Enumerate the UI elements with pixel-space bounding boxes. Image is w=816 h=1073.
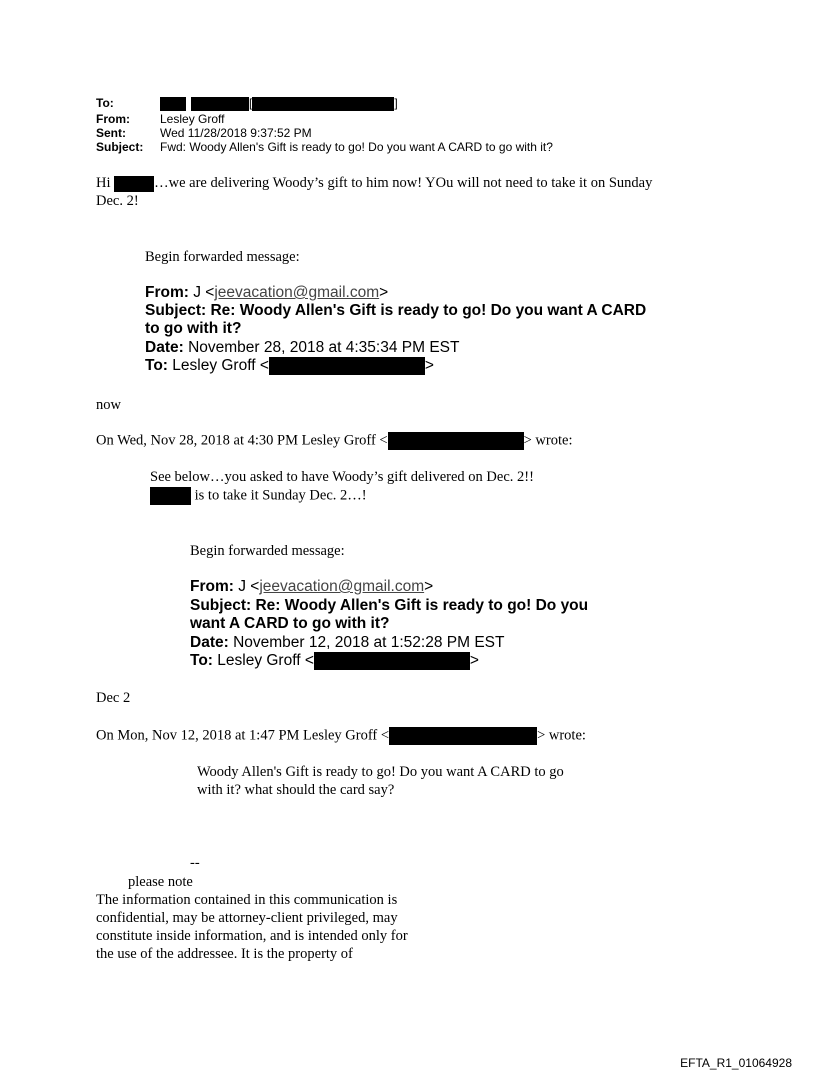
fwd2-subject-row-1: [190, 597, 588, 615]
to-label: To:: [96, 96, 114, 111]
fwd2-to-label: To:: [190, 652, 213, 670]
signature-line-4: the use of the addressee. It is the property of: [96, 946, 353, 962]
quote1-intro-text: On Wed, Nov 28, 2018 at 4:30 PM Lesley Groff <: [96, 432, 388, 449]
fwd2-from-close: >: [424, 578, 434, 595]
fwd1-from-name: J <: [193, 284, 215, 301]
fwd2-date-label: Date:: [190, 634, 229, 651]
redaction-block: [150, 487, 191, 505]
fwd1-date-label: Date:: [145, 339, 184, 356]
fwd2-from-row: [190, 578, 433, 596]
fwd2-begin: Begin forwarded message:: [190, 543, 345, 559]
greeting: Hi: [96, 175, 111, 191]
fwd1-subject-label: Subject:: [145, 302, 207, 319]
signature-line-3: constitute inside information, and is intended only for: [96, 928, 408, 944]
fwd1-date-value: November 28, 2018 at 4:35:34 PM EST: [188, 339, 460, 356]
quote2-wrote: > wrote:: [537, 727, 586, 744]
fwd2-subject-label: Subject:: [190, 597, 252, 614]
fwd1-subject-row-2: [145, 320, 241, 338]
footer-document-id: EFTA_R1_01064928: [680, 1056, 792, 1070]
signature-line-1: The information contained in this communication is: [96, 892, 398, 908]
redaction-block: [388, 432, 524, 450]
bracket-close: ]: [394, 96, 398, 111]
fwd1-date-row: [145, 339, 459, 357]
fwd2-to-row: [190, 652, 479, 670]
fwd2-to-name: Lesley Groff <: [217, 652, 314, 670]
signature-dashes: --: [190, 855, 200, 871]
quote2-line-2: with it? what should the card say?: [197, 782, 395, 798]
body-line-1: [96, 175, 652, 192]
fwd1-from-row: [145, 284, 388, 302]
fwd2-subject-text: Re: Woody Allen's Gift is ready to go! Do you: [255, 597, 589, 614]
reply-now: now: [96, 397, 121, 413]
fwd1-to-row: [145, 357, 434, 375]
fwd2-date-value: November 12, 2018 at 1:52:28 PM EST: [233, 634, 505, 651]
redaction-block: [269, 357, 425, 375]
quote1-line-1: See below…you asked to have Woody’s gift delivered on Dec. 2!!: [150, 469, 534, 485]
fwd2-date-row: [190, 634, 504, 652]
header-to-row: [96, 97, 398, 111]
header-subject-row: [96, 141, 553, 154]
fwd1-begin: Begin forwarded message:: [145, 249, 300, 265]
fwd1-from-label: From:: [145, 284, 189, 301]
redaction-block: [252, 97, 394, 111]
quote2-intro-text: On Mon, Nov 12, 2018 at 1:47 PM Lesley Groff <: [96, 727, 390, 744]
quote1-intro: [96, 432, 572, 450]
redaction-block: [314, 652, 470, 670]
redaction-block: [114, 176, 154, 192]
redaction-block: [160, 97, 186, 111]
fwd2-email-link[interactable]: jeevacation@gmail.com: [259, 578, 425, 595]
fwd1-subject-text: Re: Woody Allen's Gift is ready to go! Do you want A CARD: [210, 302, 647, 319]
quote1-wrote: > wrote:: [523, 432, 573, 449]
fwd1-email-link[interactable]: jeevacation@gmail.com: [214, 284, 380, 301]
sent-label: Sent:: [96, 126, 126, 140]
redaction-block: [191, 97, 249, 111]
sent-value: Wed 11/28/2018 9:37:52 PM: [160, 126, 312, 140]
redaction-block: [389, 727, 537, 745]
signature-line-2: confidential, may be attorney-client privileged, may: [96, 910, 398, 926]
subject-label: Subject:: [96, 140, 144, 154]
fwd2-to-close: >: [469, 652, 479, 670]
bracket-open: [: [249, 96, 253, 111]
quote2-line-1: Woody Allen's Gift is ready to go! Do you want A CARD to go: [197, 764, 564, 780]
quote1-line2-text: is to take it Sunday Dec. 2…!: [194, 487, 367, 504]
subject-value: Fwd: Woody Allen's Gift is ready to go! Do you want A CARD to go with it?: [160, 140, 553, 154]
signature-please-note: please note: [128, 874, 193, 890]
fwd1-subject-row-1: [145, 302, 646, 320]
header-sent-row: [96, 127, 312, 140]
from-value: Lesley Groff: [160, 112, 225, 126]
quote2-intro: [96, 727, 586, 745]
header-from-row: [96, 113, 224, 126]
fwd1-to-close: >: [424, 357, 434, 375]
fwd1-to-name: Lesley Groff <: [172, 357, 269, 375]
body-line-2: Dec. 2!: [96, 193, 139, 209]
quote1-line-2: [150, 487, 367, 505]
body-text: …we are delivering Woody’s gift to him now! YOu will not need to take it on Sunday: [154, 175, 653, 191]
fwd2-from-label: From:: [190, 578, 234, 595]
fwd1-to-label: To:: [145, 357, 168, 375]
fwd2-from-name: J <: [238, 578, 260, 595]
fwd1-subject-text-cont: to go with it?: [145, 320, 242, 337]
fwd2-subject-text-cont: want A CARD to go with it?: [190, 615, 390, 632]
reply-dec2: Dec 2: [96, 690, 131, 706]
fwd2-subject-row-2: [190, 615, 389, 633]
from-label: From:: [96, 112, 130, 126]
fwd1-from-close: >: [379, 284, 389, 301]
